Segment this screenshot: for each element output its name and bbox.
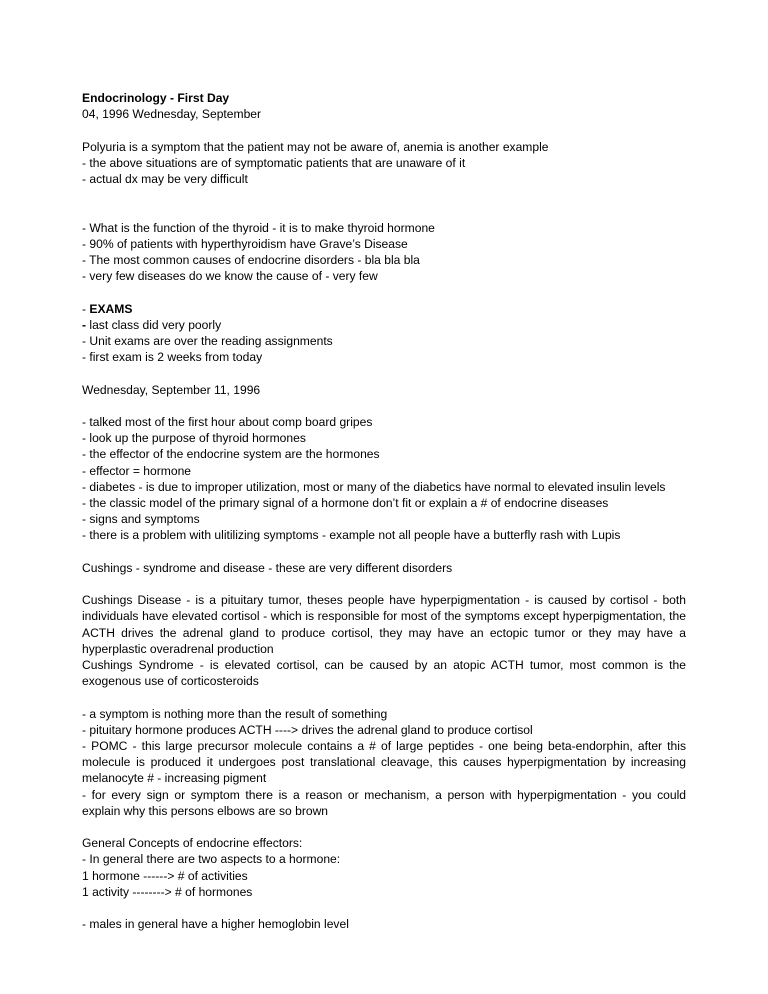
date-heading-1: 04, 1996 Wednesday, September xyxy=(82,107,262,122)
text-line: - look up the purpose of thyroid hormones xyxy=(82,431,306,446)
text-line: - What is the function of the thyroid - it is to make thyroid hormone xyxy=(82,220,435,235)
pomc-paragraph: - POMC - this large precursor molecule contains a # of large peptides - one being beta-endorphin, after this molecule is produced it undergoes post translational cleavage, this causes hyperpigmentation by increasing melanocyte # - increasing pigment xyxy=(82,739,686,786)
cushings-syndrome-paragraph: Cushings Syndrome - is elevated cortisol, can be caused by an atopic ACTH tumor, most common is the exogenous use of corticosteroids xyxy=(82,658,686,689)
text-line: - the classic model of the primary signal of a hormone don’t fit or explain a # of endocrine diseases xyxy=(82,496,609,510)
text-line: - 90% of patients with hyperthyroidism have Grave’s Disease xyxy=(82,236,408,251)
text-line: - males in general have a higher hemoglobin level xyxy=(82,917,349,932)
text-line: - In general there are two aspects to a hormone: xyxy=(82,852,341,867)
general-heading: General Concepts of endocrine effectors: xyxy=(82,836,303,851)
cushings-disease-paragraph: Cushings Disease - is a pituitary tumor, theses people have hyperpigmentation - is caused by cortisol - both individuals have elevated cortisol - which is responsible for most of the symptoms except hyperpigmentation, the ACTH drives the adrenal gland to produce cortisol, they may have an ectopic tumor or they may have a hyperplastic overadrenal production xyxy=(82,593,686,656)
sign-paragraph: - for every sign or symptom there is a reason or mechanism, a person with hyperpigmentation - you could explain why this persons elbows are so brown xyxy=(82,787,686,818)
text-line: - Unit exams are over the reading assignments xyxy=(82,334,333,348)
text-line: 1 activity --------> # of hormones xyxy=(82,884,253,899)
text-line: - last class did very poorly xyxy=(82,317,222,332)
text-line: - the effector of the endocrine system are the hormones xyxy=(82,447,380,462)
text-paragraph: - diabetes - is due to improper utilization, most or many of the diabetics have normal to elevated insulin levels xyxy=(82,479,666,494)
text-line: 1 hormone ------> # of activities xyxy=(82,868,248,883)
text-line: - the above situations are of symptomatic patients that are unaware of it xyxy=(82,155,466,170)
text-line: - a symptom is nothing more than the result of something xyxy=(82,706,388,721)
text-line: - effector = hormone xyxy=(82,463,192,478)
text-line: - talked most of the first hour about comp board gripes xyxy=(82,414,373,429)
text-line: - first exam is 2 weeks from today xyxy=(82,350,263,365)
text-line: - very few diseases do we know the cause of - very few xyxy=(82,269,378,284)
exams-label: EXAMS xyxy=(89,301,133,316)
text-line: - actual dx may be very difficult xyxy=(82,172,248,186)
text-line: - pituitary hormone produces ACTH ----> drives the adrenal gland to produce cortisol xyxy=(82,722,533,737)
document-title: Endocrinology - First Day xyxy=(82,91,230,105)
text-line: Polyuria is a symptom that the patient may not be aware of, anemia is another example xyxy=(82,139,549,154)
text-line: - there is a problem with ulitilizing symptoms - example not all people have a butterfly rash with Lupis xyxy=(82,528,621,543)
text-line: - signs and symptoms xyxy=(82,512,200,527)
date-heading-2: Wednesday, September 11, 1996 xyxy=(82,382,261,397)
text-line: - The most common causes of endocrine disorders - bla bla bla xyxy=(82,253,420,267)
cushings-intro: Cushings - syndrome and disease - these are very different disorders xyxy=(82,560,453,575)
document-body xyxy=(82,90,686,932)
exams-heading: - EXAMS xyxy=(82,301,133,316)
